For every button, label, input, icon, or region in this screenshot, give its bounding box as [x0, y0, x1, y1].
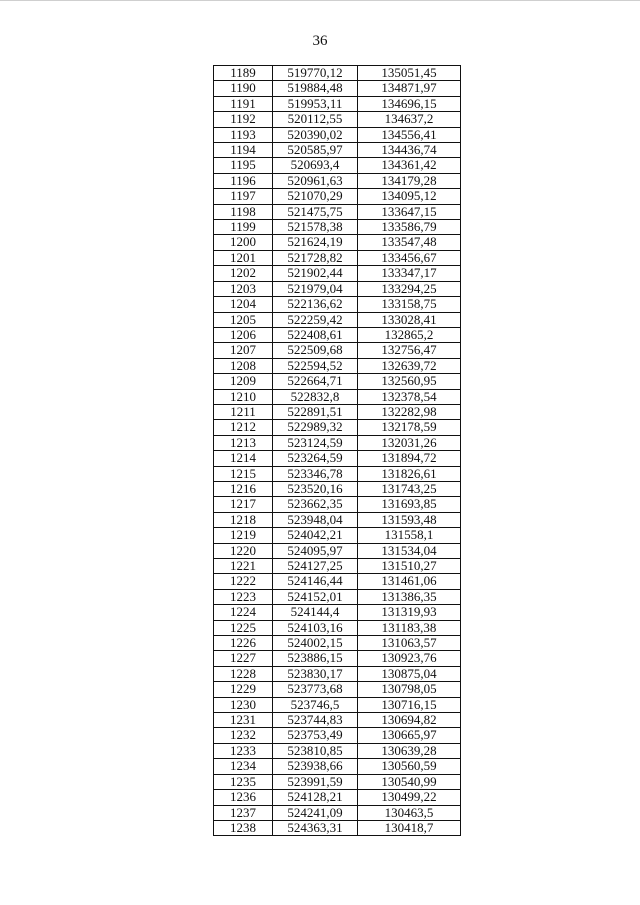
table-row	[214, 235, 461, 250]
table-row	[214, 512, 461, 527]
point-number-cell: 1201	[214, 250, 273, 265]
x-coordinate-cell: 523830,17	[273, 666, 358, 681]
table-row	[214, 605, 461, 620]
table-row	[214, 173, 461, 188]
point-number-cell: 1217	[214, 497, 273, 512]
table-row	[214, 389, 461, 404]
y-coordinate-cell: 134179,28	[358, 173, 461, 188]
x-coordinate-cell: 523753,49	[273, 728, 358, 743]
x-coordinate-cell: 522832,8	[273, 389, 358, 404]
x-coordinate-cell: 520112,55	[273, 112, 358, 127]
x-coordinate-cell: 524363,31	[273, 820, 358, 835]
x-coordinate-cell: 521475,75	[273, 204, 358, 219]
x-coordinate-cell: 523991,59	[273, 774, 358, 789]
y-coordinate-cell: 131558,1	[358, 528, 461, 543]
point-number-cell: 1191	[214, 96, 273, 111]
table-row	[214, 697, 461, 712]
point-number-cell: 1238	[214, 820, 273, 835]
y-coordinate-cell: 132031,26	[358, 435, 461, 450]
y-coordinate-cell: 130463,5	[358, 805, 461, 820]
x-coordinate-cell: 523520,16	[273, 481, 358, 496]
x-coordinate-cell: 521070,29	[273, 189, 358, 204]
table-row	[214, 743, 461, 758]
table-row	[214, 343, 461, 358]
point-number-cell: 1226	[214, 636, 273, 651]
point-number-cell: 1224	[214, 605, 273, 620]
table-row	[214, 559, 461, 574]
point-number-cell: 1219	[214, 528, 273, 543]
y-coordinate-cell: 131183,38	[358, 620, 461, 635]
x-coordinate-cell: 524152,01	[273, 589, 358, 604]
table-row	[214, 220, 461, 235]
point-number-cell: 1189	[214, 66, 273, 81]
y-coordinate-cell: 131826,61	[358, 466, 461, 481]
y-coordinate-cell: 131386,35	[358, 589, 461, 604]
y-coordinate-cell: 133158,75	[358, 297, 461, 312]
x-coordinate-cell: 519953,11	[273, 96, 358, 111]
y-coordinate-cell: 134361,42	[358, 158, 461, 173]
point-number-cell: 1200	[214, 235, 273, 250]
point-number-cell: 1209	[214, 374, 273, 389]
y-coordinate-cell: 130418,7	[358, 820, 461, 835]
point-number-cell: 1228	[214, 666, 273, 681]
x-coordinate-cell: 522259,42	[273, 312, 358, 327]
table-row	[214, 127, 461, 142]
y-coordinate-cell: 134095,12	[358, 189, 461, 204]
table-row	[214, 374, 461, 389]
point-number-cell: 1230	[214, 697, 273, 712]
y-coordinate-cell: 131894,72	[358, 451, 461, 466]
table-row	[214, 297, 461, 312]
point-number-cell: 1199	[214, 220, 273, 235]
point-number-cell: 1197	[214, 189, 273, 204]
y-coordinate-cell: 130798,05	[358, 682, 461, 697]
y-coordinate-cell: 130875,04	[358, 666, 461, 681]
coordinates-table	[213, 65, 461, 836]
y-coordinate-cell: 135051,45	[358, 66, 461, 81]
y-coordinate-cell: 134871,97	[358, 81, 461, 96]
x-coordinate-cell: 524127,25	[273, 559, 358, 574]
table-row	[214, 543, 461, 558]
point-number-cell: 1196	[214, 173, 273, 188]
point-number-cell: 1206	[214, 327, 273, 342]
x-coordinate-cell: 523938,66	[273, 759, 358, 774]
table-row	[214, 250, 461, 265]
y-coordinate-cell: 131510,27	[358, 559, 461, 574]
x-coordinate-cell: 520390,02	[273, 127, 358, 142]
point-number-cell: 1195	[214, 158, 273, 173]
y-coordinate-cell: 131534,04	[358, 543, 461, 558]
x-coordinate-cell: 524103,16	[273, 620, 358, 635]
table-row	[214, 404, 461, 419]
point-number-cell: 1215	[214, 466, 273, 481]
table-row	[214, 358, 461, 373]
x-coordinate-cell: 521578,38	[273, 220, 358, 235]
y-coordinate-cell: 132639,72	[358, 358, 461, 373]
y-coordinate-cell: 134556,41	[358, 127, 461, 142]
table-row	[214, 759, 461, 774]
y-coordinate-cell: 133647,15	[358, 204, 461, 219]
table-row	[214, 112, 461, 127]
y-coordinate-cell: 131693,85	[358, 497, 461, 512]
y-coordinate-cell: 133294,25	[358, 281, 461, 296]
x-coordinate-cell: 523746,5	[273, 697, 358, 712]
point-number-cell: 1214	[214, 451, 273, 466]
y-coordinate-cell: 132756,47	[358, 343, 461, 358]
table-row	[214, 790, 461, 805]
x-coordinate-cell: 521624,19	[273, 235, 358, 250]
table-row	[214, 497, 461, 512]
x-coordinate-cell: 524002,15	[273, 636, 358, 651]
y-coordinate-cell: 130560,59	[358, 759, 461, 774]
table-row	[214, 805, 461, 820]
point-number-cell: 1205	[214, 312, 273, 327]
x-coordinate-cell: 519770,12	[273, 66, 358, 81]
x-coordinate-cell: 522136,62	[273, 297, 358, 312]
point-number-cell: 1216	[214, 481, 273, 496]
y-coordinate-cell: 133586,79	[358, 220, 461, 235]
table-row	[214, 651, 461, 666]
point-number-cell: 1231	[214, 713, 273, 728]
point-number-cell: 1213	[214, 435, 273, 450]
y-coordinate-cell: 132378,54	[358, 389, 461, 404]
y-coordinate-cell: 130665,97	[358, 728, 461, 743]
table-row	[214, 281, 461, 296]
table-row	[214, 66, 461, 81]
point-number-cell: 1227	[214, 651, 273, 666]
x-coordinate-cell: 523948,04	[273, 512, 358, 527]
table-row	[214, 327, 461, 342]
point-number-cell: 1212	[214, 420, 273, 435]
table-row	[214, 466, 461, 481]
point-number-cell: 1223	[214, 589, 273, 604]
x-coordinate-cell: 523662,35	[273, 497, 358, 512]
table-row	[214, 204, 461, 219]
x-coordinate-cell: 520961,63	[273, 173, 358, 188]
x-coordinate-cell: 523264,59	[273, 451, 358, 466]
table-row	[214, 666, 461, 681]
point-number-cell: 1203	[214, 281, 273, 296]
x-coordinate-cell: 523810,85	[273, 743, 358, 758]
x-coordinate-cell: 523124,59	[273, 435, 358, 450]
table-row	[214, 451, 461, 466]
point-number-cell: 1234	[214, 759, 273, 774]
table-row	[214, 96, 461, 111]
y-coordinate-cell: 130639,28	[358, 743, 461, 758]
top-border-line	[0, 0, 640, 1]
table-row	[214, 620, 461, 635]
point-number-cell: 1204	[214, 297, 273, 312]
x-coordinate-cell: 522509,68	[273, 343, 358, 358]
table-row	[214, 81, 461, 96]
page-number: 36	[312, 33, 328, 49]
x-coordinate-cell: 521728,82	[273, 250, 358, 265]
table-row	[214, 528, 461, 543]
y-coordinate-cell: 130923,76	[358, 651, 461, 666]
y-coordinate-cell: 130716,15	[358, 697, 461, 712]
point-number-cell: 1194	[214, 143, 273, 158]
point-number-cell: 1233	[214, 743, 273, 758]
table-row	[214, 713, 461, 728]
y-coordinate-cell: 134436,74	[358, 143, 461, 158]
x-coordinate-cell: 524146,44	[273, 574, 358, 589]
point-number-cell: 1236	[214, 790, 273, 805]
y-coordinate-cell: 132865,2	[358, 327, 461, 342]
table-row	[214, 158, 461, 173]
table-row	[214, 266, 461, 281]
x-coordinate-cell: 524144,4	[273, 605, 358, 620]
table-row	[214, 636, 461, 651]
point-number-cell: 1210	[214, 389, 273, 404]
table-row	[214, 143, 461, 158]
table-row	[214, 420, 461, 435]
x-coordinate-cell: 522408,61	[273, 327, 358, 342]
point-number-cell: 1202	[214, 266, 273, 281]
y-coordinate-cell: 131319,93	[358, 605, 461, 620]
table-row	[214, 820, 461, 835]
y-coordinate-cell: 133347,17	[358, 266, 461, 281]
table-row	[214, 589, 461, 604]
point-number-cell: 1207	[214, 343, 273, 358]
point-number-cell: 1237	[214, 805, 273, 820]
y-coordinate-cell: 133547,48	[358, 235, 461, 250]
point-number-cell: 1198	[214, 204, 273, 219]
x-coordinate-cell: 522891,51	[273, 404, 358, 419]
y-coordinate-cell: 130540,99	[358, 774, 461, 789]
x-coordinate-cell: 520585,97	[273, 143, 358, 158]
x-coordinate-cell: 522594,52	[273, 358, 358, 373]
table-row	[214, 728, 461, 743]
point-number-cell: 1229	[214, 682, 273, 697]
y-coordinate-cell: 133028,41	[358, 312, 461, 327]
point-number-cell: 1221	[214, 559, 273, 574]
x-coordinate-cell: 523773,68	[273, 682, 358, 697]
x-coordinate-cell: 519884,48	[273, 81, 358, 96]
y-coordinate-cell: 134696,15	[358, 96, 461, 111]
point-number-cell: 1208	[214, 358, 273, 373]
y-coordinate-cell: 133456,67	[358, 250, 461, 265]
point-number-cell: 1211	[214, 404, 273, 419]
y-coordinate-cell: 131593,48	[358, 512, 461, 527]
y-coordinate-cell: 132178,59	[358, 420, 461, 435]
y-coordinate-cell: 130499,22	[358, 790, 461, 805]
table-row	[214, 435, 461, 450]
y-coordinate-cell: 132560,95	[358, 374, 461, 389]
point-number-cell: 1192	[214, 112, 273, 127]
x-coordinate-cell: 523346,78	[273, 466, 358, 481]
x-coordinate-cell: 524241,09	[273, 805, 358, 820]
y-coordinate-cell: 134637,2	[358, 112, 461, 127]
table-row	[214, 481, 461, 496]
x-coordinate-cell: 522664,71	[273, 374, 358, 389]
table-row	[214, 312, 461, 327]
point-number-cell: 1220	[214, 543, 273, 558]
table-row	[214, 682, 461, 697]
x-coordinate-cell: 522989,32	[273, 420, 358, 435]
y-coordinate-cell: 130694,82	[358, 713, 461, 728]
y-coordinate-cell: 131063,57	[358, 636, 461, 651]
coordinates-table-body	[214, 66, 461, 836]
point-number-cell: 1222	[214, 574, 273, 589]
x-coordinate-cell: 523744,83	[273, 713, 358, 728]
x-coordinate-cell: 520693,4	[273, 158, 358, 173]
x-coordinate-cell: 521902,44	[273, 266, 358, 281]
point-number-cell: 1218	[214, 512, 273, 527]
x-coordinate-cell: 524095,97	[273, 543, 358, 558]
point-number-cell: 1232	[214, 728, 273, 743]
point-number-cell: 1225	[214, 620, 273, 635]
table-row	[214, 574, 461, 589]
y-coordinate-cell: 131461,06	[358, 574, 461, 589]
x-coordinate-cell: 524042,21	[273, 528, 358, 543]
table-row	[214, 774, 461, 789]
x-coordinate-cell: 521979,04	[273, 281, 358, 296]
point-number-cell: 1235	[214, 774, 273, 789]
y-coordinate-cell: 131743,25	[358, 481, 461, 496]
y-coordinate-cell: 132282,98	[358, 404, 461, 419]
x-coordinate-cell: 524128,21	[273, 790, 358, 805]
table-row	[214, 189, 461, 204]
point-number-cell: 1193	[214, 127, 273, 142]
x-coordinate-cell: 523886,15	[273, 651, 358, 666]
point-number-cell: 1190	[214, 81, 273, 96]
